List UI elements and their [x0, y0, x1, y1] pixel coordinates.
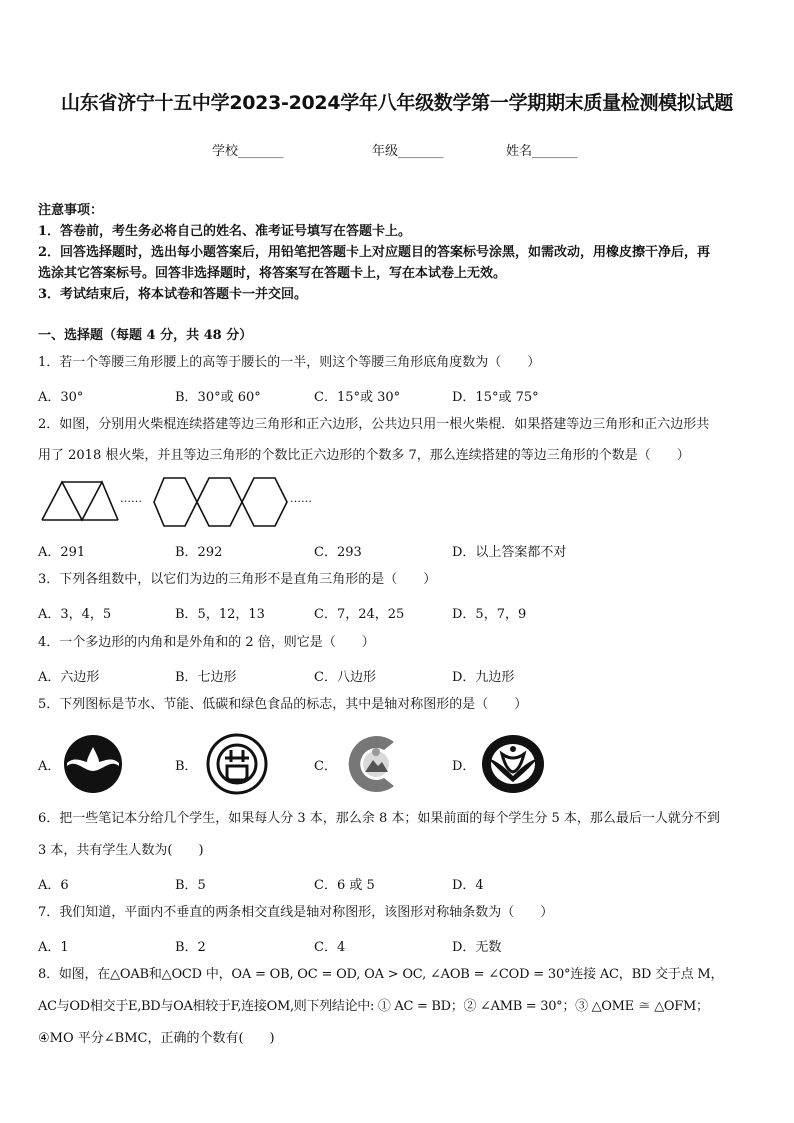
energy-saving-logo-icon	[205, 732, 269, 796]
q5-option-b: B．	[175, 759, 198, 774]
q5-option-d: D．	[452, 759, 476, 774]
q3-stem: 3．下列各组数中，以它们为边的三角形不是直角三角形的是（ ）	[38, 572, 437, 587]
matchstick-hexagons-figure	[152, 474, 292, 530]
q1-stem: 1．若一个等腰三角形腰上的高等于腰长的一半，则这个等腰三角形底角度数为（ ）	[38, 355, 541, 370]
q6-option-c: C．6 或 5	[314, 878, 375, 893]
q7-option-c: C．4	[314, 940, 346, 955]
q3-option-d: D．5，7，9	[452, 607, 527, 622]
q2-dots-triangles: ……	[120, 492, 142, 505]
q8-stem-line2: AC与OD相交于E,BD与OA相较于F,连接OM,则下列结论中: ① AC = BD；② ∠AMB = 30°；③ △OME ≅ △OFM；	[38, 999, 709, 1014]
q6-option-b: B．5	[175, 878, 206, 893]
section-heading: 一、选择题（每题 4 分，共 48 分）	[38, 328, 253, 343]
note-3: 3．考试结束后，将本试卷和答题卡一并交回。	[38, 287, 308, 302]
q7-option-a: A．1	[38, 940, 69, 955]
school-field: 学校_______	[212, 144, 284, 159]
q6-stem-line1: 6．把一些笔记本分给几个学生，如果每人分 3 本，那么余 8 本；如果前面的每个学生分 5 本，那么最后一人就分不到	[38, 811, 720, 826]
q1-option-b: B．30°或 60°	[175, 390, 261, 405]
notes-heading: 注意事项：	[38, 203, 104, 218]
q1-option-d: D．15°或 75°	[452, 390, 539, 405]
name-field: 姓名_______	[506, 144, 578, 159]
q4-option-d: D．九边形	[452, 670, 515, 685]
q2-option-a: A．291	[38, 545, 86, 560]
q3-option-a: A．3，4，5	[38, 607, 112, 622]
q2-stem-line2: 用了 2018 根火柴，并且等边三角形的个数比正六边形的个数多 7，那么连续搭建的等边三角形的个数是（ ）	[38, 448, 690, 463]
low-carbon-logo-icon	[340, 732, 402, 796]
q4-option-c: C．八边形	[314, 670, 376, 685]
q5-stem: 5．下列图标是节水、节能、低碳和绿色食品的标志，其中是轴对称图形的是（ ）	[38, 697, 528, 712]
note-1: 1．答卷前，考生务必将自己的姓名、准考证号填写在答题卡上。	[38, 224, 412, 239]
exam-title: 山东省济宁十五中学2023-2024学年八年级数学第一学期期末质量检测模拟试题	[61, 92, 733, 114]
q4-stem: 4．一个多边形的内角和是外角和的 2 倍，则它是（ ）	[38, 635, 375, 650]
q2-option-c: C．293	[314, 545, 362, 560]
q2-dots-hexagons: ……	[290, 492, 312, 505]
q7-option-d: D．无数	[452, 940, 502, 955]
q5-option-a: A．	[38, 759, 61, 774]
matchstick-triangles-figure	[40, 478, 120, 524]
green-food-logo-icon	[480, 732, 546, 796]
q4-option-a: A．六边形	[38, 670, 100, 685]
q8-stem-line3: ④MO 平分∠BMC，正确的个数有( )	[38, 1031, 275, 1046]
q7-option-b: B．2	[175, 940, 206, 955]
q1-option-a: A．30°	[38, 390, 84, 405]
q6-option-a: A．6	[38, 878, 69, 893]
q5-option-c: C．	[314, 759, 337, 774]
q6-option-d: D．4	[452, 878, 484, 893]
q8-stem-line1: 8．如图，在△OAB和△OCD 中，OA = OB, OC = OD, OA > OC, ∠AOB = ∠COD = 30°连接 AC，BD 交于点 M，	[38, 967, 724, 982]
q2-option-b: B．292	[175, 545, 223, 560]
q1-option-c: C．15°或 30°	[314, 390, 401, 405]
q4-option-b: B．七边形	[175, 670, 237, 685]
q2-option-d: D．以上答案都不对	[452, 545, 567, 560]
water-saving-logo-icon	[62, 733, 124, 795]
q2-stem-line1: 2．如图，分别用火柴棍连续搭建等边三角形和正六边形，公共边只用一根火柴棍．如果搭建等边三角形和正六边形共	[38, 417, 710, 432]
note-2a: 2．回答选择题时，选出每小题答案后，用铅笔把答题卡上对应题目的答案标号涂黑，如需改动，用橡皮擦干净后，再	[38, 245, 711, 260]
q3-option-b: B．5，12，13	[175, 607, 265, 622]
grade-field: 年级_______	[372, 144, 444, 159]
q6-stem-line2: 3 本，共有学生人数为( )	[38, 843, 204, 858]
note-2b: 选涂其它答案标号。回答非选择题时，将答案写在答题卡上，写在本试卷上无效。	[38, 266, 507, 281]
q7-stem: 7．我们知道，平面内不垂直的两条相交直线是轴对称图形，该图形对称轴条数为（ ）	[38, 905, 554, 920]
q3-option-c: C．7，24，25	[314, 607, 405, 622]
